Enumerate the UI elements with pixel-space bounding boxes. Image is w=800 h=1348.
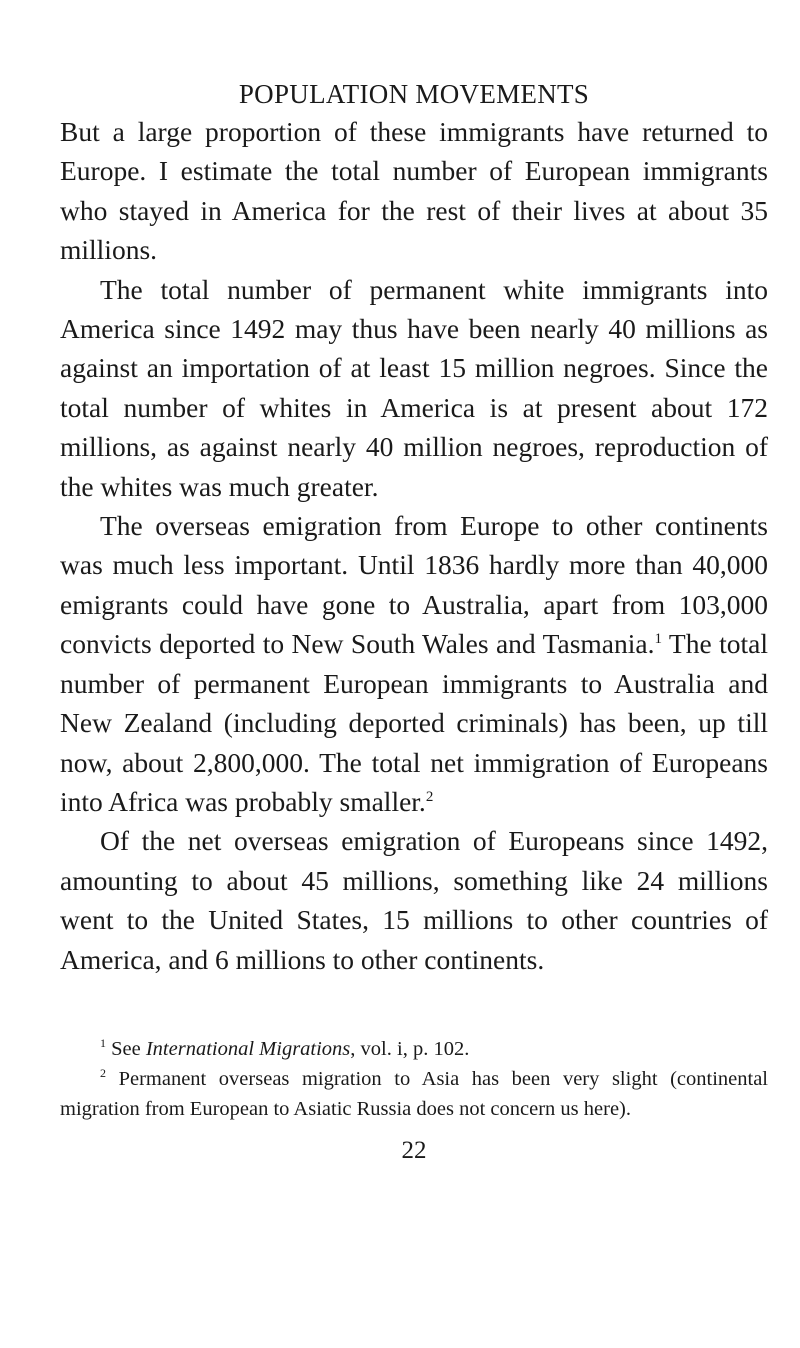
footnote-book-title: International Migrations bbox=[145, 1038, 351, 1060]
body-text bbox=[60, 112, 768, 979]
paragraph-text-segment: The overseas emigration from Europe to other continents was much less important. Until 1836 hardly more than 40,000 emigrants could have gone to Australia, apart from 103,000 convicts deported to New South Wales and Tasmania. bbox=[60, 510, 768, 660]
paragraph-overseas-emigration bbox=[60, 506, 768, 821]
paragraph-white-immigrants: The total number of permanent white immigrants into America since 1492 may thus have been nearly 40 millions as against an importation of at least 15 million negroes. Since the total number of whites in America is at present about 172 millions, as against nearly 40 million negroes, reproduction of the whites was much greater. bbox=[60, 273, 768, 502]
book-page bbox=[60, 0, 768, 1348]
footnote-reference-2: 2 bbox=[425, 788, 434, 805]
footnote-reference-1: 1 bbox=[654, 631, 662, 648]
footnotes bbox=[60, 1034, 768, 1124]
paragraph-net-emigration: Of the net overseas emigration of Europeans since 1492, amounting to about 45 millions, something like 24 millions went to the United States, 15 millions to other countries of America, and 6 millions to other continents. bbox=[60, 825, 768, 975]
footnote-marker: 2 bbox=[100, 1066, 106, 1080]
footnote-text: , vol. i, p. 102. bbox=[350, 1038, 470, 1060]
paragraph-text-segment: The total number of permanent European immigrants to Australia and New Zealand (including deported criminals) has been, up till now, about 2,800,000. The total net immigration of Europeans into Africa was probably smaller. bbox=[60, 628, 768, 817]
footnote-marker: 1 bbox=[100, 1036, 106, 1050]
page-number: 22 bbox=[401, 1137, 427, 1164]
running-head: POPULATION MOVEMENTS bbox=[238, 79, 590, 109]
paragraph-returned-immigrants: But a large proportion of these immigrants have returned to Europe. I estimate the total number of European immigrants who stayed in America for the rest of their lives at about 35 millions. bbox=[60, 116, 768, 266]
footnote-1 bbox=[60, 1034, 768, 1064]
footnote-2 bbox=[60, 1064, 768, 1124]
footnote-text: Permanent overseas migration to Asia has been very slight (continental migration from European to Asiatic Russia does not concern us here). bbox=[60, 1068, 768, 1120]
footnote-text: See bbox=[106, 1038, 146, 1060]
